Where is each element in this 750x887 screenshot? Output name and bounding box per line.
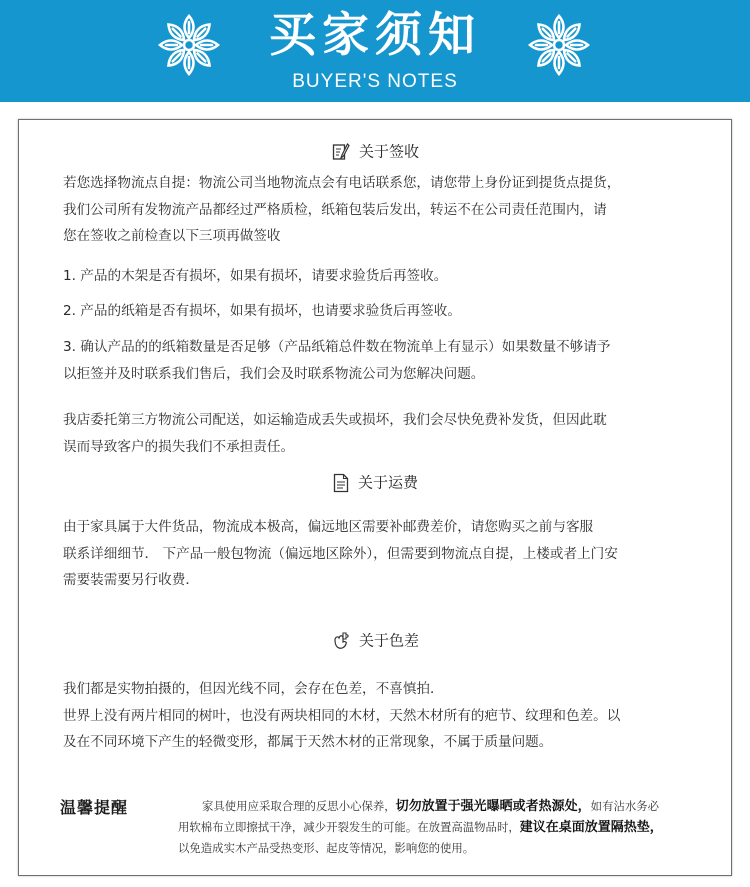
section-title: 关于运费 <box>357 473 418 492</box>
text-line: 及在不同环境下产生的轻微变形，都属于天然木材的正常现象，不属于质量问题。 <box>63 734 553 750</box>
tips-body <box>178 796 718 859</box>
puzzle-hand-icon <box>331 631 351 651</box>
banner-title: 买家须知 <box>269 8 481 63</box>
text-line: 2. 产品的纸箱是否有损坏，如果有损坏，也请要求验货后再签收。 <box>63 303 461 319</box>
tips-line <box>178 838 718 859</box>
section-heading-color <box>0 628 750 652</box>
tips-text: 如有沾水务必 <box>590 799 660 813</box>
text-line: 需要装需要另行收费． <box>63 572 199 588</box>
tips-emphasis: 建议在桌面放置隔热垫， <box>519 820 663 835</box>
tips-title: 温馨提醒 <box>60 798 129 817</box>
list-item <box>63 298 713 325</box>
tips-line <box>178 817 718 838</box>
section-heading-shipping <box>0 470 750 494</box>
text-line: 3. 确认产品的的纸箱数量是否足够（产品纸箱总件数在物流单上有显示）如果数量不够请予 <box>63 339 611 355</box>
text-line: 世界上没有两片相同的树叶，也没有两块相同的木材，天然木材所有的疤节、纹理和色差。以 <box>63 707 621 724</box>
text-line: 我店委托第三方物流公司配送，如运输造成丢失或损坏，我们会尽快免费补发货，但因此耽 <box>63 412 607 428</box>
banner <box>0 0 750 102</box>
list-item <box>63 334 713 387</box>
snowflake-flower-icon <box>526 12 592 78</box>
text-line: 我们都是实物拍摄的，但因光线不同，会存在色差，不喜慎拍． <box>63 681 444 697</box>
text-line: 1. 产品的木架是否有损坏，如果有损坏，请要求验货后再签收。 <box>63 268 448 284</box>
tips-text: 用软棉布立即擦拭干净，减少开裂发生的可能。在放置高温物品时， <box>178 820 520 834</box>
tips-line <box>178 796 718 817</box>
section-title: 关于签收 <box>358 142 419 161</box>
text-line: 我们公司所有发物流产品都经过严格质检，纸箱包装后发出，转运不在公司责任范围内，请 <box>63 201 607 218</box>
shipping-text <box>63 514 703 594</box>
section-title: 关于色差 <box>358 631 419 650</box>
pen-document-icon <box>331 142 351 162</box>
tips-text: 以免造成实木产品受热变形、起皮等情况，影响您的使用。 <box>178 841 475 855</box>
tips-text: 家具使用应采取合理的反思小心保养， <box>202 799 396 813</box>
text-line: 以拒签并及时联系我们售后，我们会及时联系物流公司为您解决问题。 <box>63 365 485 382</box>
tips-emphasis: 切勿放置于强光曝晒或者热源处， <box>395 799 591 814</box>
text-line: 误而导致客户的损失我们不承担责任。 <box>63 438 295 455</box>
list-item <box>63 263 713 290</box>
color-text <box>63 676 703 756</box>
document-icon <box>332 473 350 493</box>
text-line: 若您选择物流点自提：物流公司当地物流点会有电话联系您，请您带上身份证到提货点提货， <box>63 175 621 191</box>
section-heading-signing <box>0 139 750 163</box>
text-line: 联系详细细节． 下产品一般包物流（偏远地区除外），但需要到物流点自提，上楼或者上门安 <box>63 545 618 562</box>
signing-intro <box>63 170 703 250</box>
banner-subtitle: BUYER'S NOTES <box>292 71 458 92</box>
text-line: 由于家具属于大件货品，物流成本极高，偏远地区需要补邮费差价，请您购买之前与客服 <box>63 519 594 535</box>
text-line: 您在签收之前检查以下三项再做签收 <box>63 228 281 244</box>
signing-note <box>63 407 703 460</box>
